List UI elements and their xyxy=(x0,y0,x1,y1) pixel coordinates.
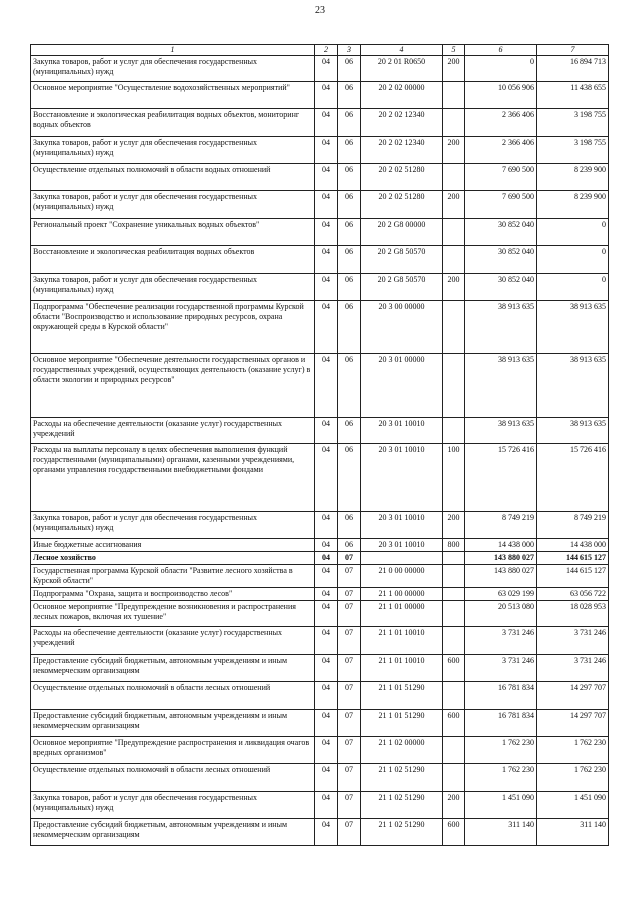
column-header: 1 xyxy=(31,45,315,56)
expense-type-cell: 200 xyxy=(443,137,465,164)
subsection-code-cell: 06 xyxy=(338,301,361,354)
subsection-code-cell: 07 xyxy=(338,710,361,737)
row-name-cell: Предоставление субсидий бюджетным, автономным учреждениям и иным некоммерческим организациям xyxy=(31,819,315,846)
column-header: 4 xyxy=(361,45,443,56)
expense-type-cell: 200 xyxy=(443,512,465,539)
row-name-cell: Государственная программа Курской области "Развитие лесного хозяйства в Курской области" xyxy=(31,565,315,588)
amount-col7-cell: 1 451 090 xyxy=(537,792,609,819)
row-name-cell: Расходы на обеспечение деятельности (оказание услуг) государственных учреждений xyxy=(31,418,315,444)
section-code-cell: 04 xyxy=(315,737,338,764)
amount-col6-cell: 30 852 040 xyxy=(465,219,537,246)
target-article-cell: 21 1 02 51290 xyxy=(361,819,443,846)
section-code-cell: 04 xyxy=(315,792,338,819)
table-row xyxy=(31,354,609,418)
amount-col7-cell: 8 239 900 xyxy=(537,164,609,191)
expense-type-cell xyxy=(443,301,465,354)
row-name-cell: Предоставление субсидий бюджетным, автономным учреждениям и иным некоммерческим организациям xyxy=(31,710,315,737)
target-article-cell: 20 3 01 10010 xyxy=(361,539,443,552)
target-article-cell: 21 1 02 51290 xyxy=(361,792,443,819)
table-row xyxy=(31,444,609,512)
subsection-code-cell: 07 xyxy=(338,764,361,792)
table-row xyxy=(31,219,609,246)
amount-col6-cell: 1 762 230 xyxy=(465,764,537,792)
expense-type-cell xyxy=(443,601,465,627)
amount-col6-cell: 7 690 500 xyxy=(465,164,537,191)
row-name-cell: Закупка товаров, работ и услуг для обеспечения государственных (муниципальных) нужд xyxy=(31,137,315,164)
amount-col7-cell: 14 438 000 xyxy=(537,539,609,552)
expense-type-cell xyxy=(443,354,465,418)
amount-col7-cell: 14 297 707 xyxy=(537,710,609,737)
table-row xyxy=(31,682,609,710)
target-article-cell: 20 2 02 00000 xyxy=(361,82,443,109)
row-name-cell: Основное мероприятие "Предупреждение распространения и ликвидация очагов вредных организмов" xyxy=(31,737,315,764)
target-article-cell: 21 0 00 00000 xyxy=(361,565,443,588)
section-code-cell: 04 xyxy=(315,539,338,552)
target-article-cell: 21 1 01 00000 xyxy=(361,601,443,627)
amount-col6-cell: 38 913 635 xyxy=(465,354,537,418)
expense-type-cell xyxy=(443,552,465,565)
section-code-cell: 04 xyxy=(315,601,338,627)
target-article-cell: 20 2 02 51280 xyxy=(361,164,443,191)
amount-col7-cell: 14 297 707 xyxy=(537,682,609,710)
target-article-cell: 21 1 00 00000 xyxy=(361,588,443,601)
amount-col6-cell: 30 852 040 xyxy=(465,246,537,274)
section-code-cell: 04 xyxy=(315,710,338,737)
target-article-cell xyxy=(361,552,443,565)
row-name-cell: Иные бюджетные ассигнования xyxy=(31,539,315,552)
amount-col6-cell: 2 366 406 xyxy=(465,109,537,137)
table-row xyxy=(31,627,609,655)
page-number: 23 xyxy=(315,5,325,16)
table-row xyxy=(31,552,609,565)
amount-col6-cell: 63 029 199 xyxy=(465,588,537,601)
target-article-cell: 20 3 00 00000 xyxy=(361,301,443,354)
expense-type-cell xyxy=(443,219,465,246)
row-name-cell: Осуществление отдельных полномочий в области лесных отношений xyxy=(31,764,315,792)
amount-col6-cell: 20 513 080 xyxy=(465,601,537,627)
table-row xyxy=(31,737,609,764)
target-article-cell: 20 2 02 12340 xyxy=(361,109,443,137)
expense-type-cell xyxy=(443,109,465,137)
row-name-cell: Основное мероприятие "Осуществление водохозяйственных мероприятий" xyxy=(31,82,315,109)
amount-col6-cell: 14 438 000 xyxy=(465,539,537,552)
row-name-cell: Закупка товаров, работ и услуг для обеспечения государственных (муниципальных) нужд xyxy=(31,512,315,539)
row-name-cell: Подпрограмма "Обеспечение реализации государственной программы Курской области "Воспроизводство и использование природных ресурсов, охрана окружающей среды в Курской области" xyxy=(31,301,315,354)
section-code-cell: 04 xyxy=(315,164,338,191)
section-code-cell: 04 xyxy=(315,764,338,792)
subsection-code-cell: 06 xyxy=(338,512,361,539)
row-name-cell: Региональный проект "Сохранение уникальных водных объектов" xyxy=(31,219,315,246)
amount-col7-cell: 63 056 722 xyxy=(537,588,609,601)
target-article-cell: 20 2 G8 50570 xyxy=(361,274,443,301)
amount-col6-cell: 311 140 xyxy=(465,819,537,846)
target-article-cell: 21 1 01 51290 xyxy=(361,682,443,710)
amount-col7-cell: 38 913 635 xyxy=(537,354,609,418)
expense-type-cell xyxy=(443,682,465,710)
target-article-cell: 20 3 01 00000 xyxy=(361,354,443,418)
table-row xyxy=(31,655,609,682)
amount-col7-cell: 1 762 230 xyxy=(537,764,609,792)
amount-col7-cell: 0 xyxy=(537,246,609,274)
target-article-cell: 20 2 G8 00000 xyxy=(361,219,443,246)
amount-col6-cell: 38 913 635 xyxy=(465,301,537,354)
section-code-cell: 04 xyxy=(315,109,338,137)
row-name-cell: Расходы на выплаты персоналу в целях обеспечения выполнения функций государственными (муниципальными) органами, казенными учреждениями, органами управления государственными внебюджетными фондами xyxy=(31,444,315,512)
subsection-code-cell: 06 xyxy=(338,109,361,137)
row-name-cell: Основное мероприятие "Предупреждение возникновения и распространения лесных пожаров, включая их тушение" xyxy=(31,601,315,627)
amount-col7-cell: 3 198 755 xyxy=(537,137,609,164)
row-name-cell: Восстановление и экологическая реабилитация водных объектов xyxy=(31,246,315,274)
subsection-code-cell: 06 xyxy=(338,219,361,246)
amount-col7-cell: 8 239 900 xyxy=(537,191,609,219)
section-code-cell: 04 xyxy=(315,565,338,588)
amount-col6-cell: 143 880 027 xyxy=(465,552,537,565)
table-header-row xyxy=(31,45,609,56)
table-row xyxy=(31,418,609,444)
amount-col7-cell: 3 731 246 xyxy=(537,627,609,655)
section-code-cell: 04 xyxy=(315,301,338,354)
subsection-code-cell: 07 xyxy=(338,565,361,588)
row-name-cell: Закупка товаров, работ и услуг для обеспечения государственных (муниципальных) нужд xyxy=(31,792,315,819)
budget-table xyxy=(30,44,609,846)
row-name-cell: Восстановление и экологическая реабилитация водных объектов, мониторинг водных объектов xyxy=(31,109,315,137)
target-article-cell: 21 1 01 10010 xyxy=(361,627,443,655)
subsection-code-cell: 07 xyxy=(338,819,361,846)
amount-col6-cell: 3 731 246 xyxy=(465,655,537,682)
table-row xyxy=(31,56,609,82)
section-code-cell: 04 xyxy=(315,588,338,601)
expense-type-cell: 100 xyxy=(443,444,465,512)
amount-col6-cell: 1 762 230 xyxy=(465,737,537,764)
section-code-cell: 04 xyxy=(315,82,338,109)
expense-type-cell: 200 xyxy=(443,56,465,82)
amount-col6-cell: 143 880 027 xyxy=(465,565,537,588)
subsection-code-cell: 07 xyxy=(338,627,361,655)
table-row xyxy=(31,764,609,792)
table-row xyxy=(31,539,609,552)
target-article-cell: 20 2 02 12340 xyxy=(361,137,443,164)
row-name-cell: Расходы на обеспечение деятельности (оказание услуг) государственных учреждений xyxy=(31,627,315,655)
column-header: 5 xyxy=(443,45,465,56)
table-row xyxy=(31,710,609,737)
amount-col6-cell: 0 xyxy=(465,56,537,82)
amount-col7-cell: 15 726 416 xyxy=(537,444,609,512)
table-row xyxy=(31,792,609,819)
subsection-code-cell: 06 xyxy=(338,418,361,444)
column-header: 6 xyxy=(465,45,537,56)
subsection-code-cell: 06 xyxy=(338,539,361,552)
amount-col6-cell: 1 451 090 xyxy=(465,792,537,819)
amount-col7-cell: 0 xyxy=(537,219,609,246)
section-code-cell: 04 xyxy=(315,819,338,846)
amount-col6-cell: 30 852 040 xyxy=(465,274,537,301)
target-article-cell: 20 3 01 10010 xyxy=(361,418,443,444)
subsection-code-cell: 06 xyxy=(338,56,361,82)
subsection-code-cell: 06 xyxy=(338,444,361,512)
table-row xyxy=(31,588,609,601)
subsection-code-cell: 06 xyxy=(338,246,361,274)
section-code-cell: 04 xyxy=(315,137,338,164)
subsection-code-cell: 06 xyxy=(338,137,361,164)
expense-type-cell: 200 xyxy=(443,274,465,301)
table-row xyxy=(31,274,609,301)
expense-type-cell: 800 xyxy=(443,539,465,552)
amount-col7-cell: 16 894 713 xyxy=(537,56,609,82)
table-row xyxy=(31,301,609,354)
row-name-cell: Подпрограмма "Охрана, защита и воспроизводство лесов" xyxy=(31,588,315,601)
target-article-cell: 20 3 01 10010 xyxy=(361,512,443,539)
subsection-code-cell: 06 xyxy=(338,164,361,191)
amount-col6-cell: 8 749 219 xyxy=(465,512,537,539)
expense-type-cell xyxy=(443,588,465,601)
amount-col7-cell: 18 028 953 xyxy=(537,601,609,627)
subsection-code-cell: 07 xyxy=(338,737,361,764)
amount-col7-cell: 11 438 655 xyxy=(537,82,609,109)
expense-type-cell: 200 xyxy=(443,792,465,819)
target-article-cell: 20 2 01 R0650 xyxy=(361,56,443,82)
table-row xyxy=(31,164,609,191)
expense-type-cell: 600 xyxy=(443,655,465,682)
section-code-cell: 04 xyxy=(315,655,338,682)
expense-type-cell xyxy=(443,246,465,274)
amount-col7-cell: 0 xyxy=(537,274,609,301)
section-code-cell: 04 xyxy=(315,552,338,565)
amount-col7-cell: 144 615 127 xyxy=(537,565,609,588)
expense-type-cell xyxy=(443,418,465,444)
target-article-cell: 20 2 02 51280 xyxy=(361,191,443,219)
section-code-cell: 04 xyxy=(315,444,338,512)
expense-type-cell xyxy=(443,764,465,792)
amount-col7-cell: 38 913 635 xyxy=(537,301,609,354)
amount-col6-cell: 10 056 906 xyxy=(465,82,537,109)
amount-col7-cell: 311 140 xyxy=(537,819,609,846)
section-code-cell: 04 xyxy=(315,246,338,274)
amount-col6-cell: 2 366 406 xyxy=(465,137,537,164)
expense-type-cell: 200 xyxy=(443,191,465,219)
expense-type-cell xyxy=(443,565,465,588)
subsection-code-cell: 06 xyxy=(338,82,361,109)
subsection-code-cell: 07 xyxy=(338,655,361,682)
expense-type-cell xyxy=(443,737,465,764)
subsection-code-cell: 07 xyxy=(338,792,361,819)
amount-col7-cell: 144 615 127 xyxy=(537,552,609,565)
target-article-cell: 20 2 G8 50570 xyxy=(361,246,443,274)
section-code-cell: 04 xyxy=(315,219,338,246)
row-name-cell: Предоставление субсидий бюджетным, автономным учреждениям и иным некоммерческим организациям xyxy=(31,655,315,682)
expense-type-cell xyxy=(443,82,465,109)
section-code-cell: 04 xyxy=(315,56,338,82)
row-name-cell: Лесное хозяйство xyxy=(31,552,315,565)
target-article-cell: 21 1 01 10010 xyxy=(361,655,443,682)
amount-col7-cell: 3 198 755 xyxy=(537,109,609,137)
section-code-cell: 04 xyxy=(315,418,338,444)
column-header: 2 xyxy=(315,45,338,56)
column-header: 7 xyxy=(537,45,609,56)
section-code-cell: 04 xyxy=(315,512,338,539)
table-row xyxy=(31,109,609,137)
amount-col6-cell: 15 726 416 xyxy=(465,444,537,512)
row-name-cell: Осуществление отдельных полномочий в области водных отношений xyxy=(31,164,315,191)
table-row xyxy=(31,137,609,164)
table-row xyxy=(31,191,609,219)
subsection-code-cell: 06 xyxy=(338,354,361,418)
amount-col7-cell: 38 913 635 xyxy=(537,418,609,444)
amount-col6-cell: 3 731 246 xyxy=(465,627,537,655)
expense-type-cell: 600 xyxy=(443,710,465,737)
target-article-cell: 21 1 01 51290 xyxy=(361,710,443,737)
table-row xyxy=(31,512,609,539)
table-row xyxy=(31,819,609,846)
section-code-cell: 04 xyxy=(315,354,338,418)
subsection-code-cell: 07 xyxy=(338,601,361,627)
subsection-code-cell: 06 xyxy=(338,274,361,301)
row-name-cell: Закупка товаров, работ и услуг для обеспечения государственных (муниципальных) нужд xyxy=(31,274,315,301)
subsection-code-cell: 07 xyxy=(338,552,361,565)
section-code-cell: 04 xyxy=(315,191,338,219)
expense-type-cell xyxy=(443,164,465,191)
amount-col7-cell: 3 731 246 xyxy=(537,655,609,682)
section-code-cell: 04 xyxy=(315,627,338,655)
target-article-cell: 20 3 01 10010 xyxy=(361,444,443,512)
row-name-cell: Закупка товаров, работ и услуг для обеспечения государственных (муниципальных) нужд xyxy=(31,56,315,82)
table-row xyxy=(31,82,609,109)
amount-col6-cell: 7 690 500 xyxy=(465,191,537,219)
expense-type-cell xyxy=(443,627,465,655)
section-code-cell: 04 xyxy=(315,682,338,710)
target-article-cell: 21 1 02 00000 xyxy=(361,737,443,764)
expense-type-cell: 600 xyxy=(443,819,465,846)
amount-col7-cell: 8 749 219 xyxy=(537,512,609,539)
row-name-cell: Закупка товаров, работ и услуг для обеспечения государственных (муниципальных) нужд xyxy=(31,191,315,219)
target-article-cell: 21 1 02 51290 xyxy=(361,764,443,792)
amount-col7-cell: 1 762 230 xyxy=(537,737,609,764)
amount-col6-cell: 38 913 635 xyxy=(465,418,537,444)
table-row xyxy=(31,246,609,274)
column-header: 3 xyxy=(338,45,361,56)
subsection-code-cell: 06 xyxy=(338,191,361,219)
amount-col6-cell: 16 781 834 xyxy=(465,682,537,710)
row-name-cell: Осуществление отдельных полномочий в области лесных отношений xyxy=(31,682,315,710)
row-name-cell: Основное мероприятие "Обеспечение деятельности государственных органов и государственных учреждений, осуществляющих деятельность (оказание услуг) в области экологии и природных ресурсов" xyxy=(31,354,315,418)
section-code-cell: 04 xyxy=(315,274,338,301)
subsection-code-cell: 07 xyxy=(338,682,361,710)
subsection-code-cell: 07 xyxy=(338,588,361,601)
table-row xyxy=(31,565,609,588)
amount-col6-cell: 16 781 834 xyxy=(465,710,537,737)
table-row xyxy=(31,601,609,627)
